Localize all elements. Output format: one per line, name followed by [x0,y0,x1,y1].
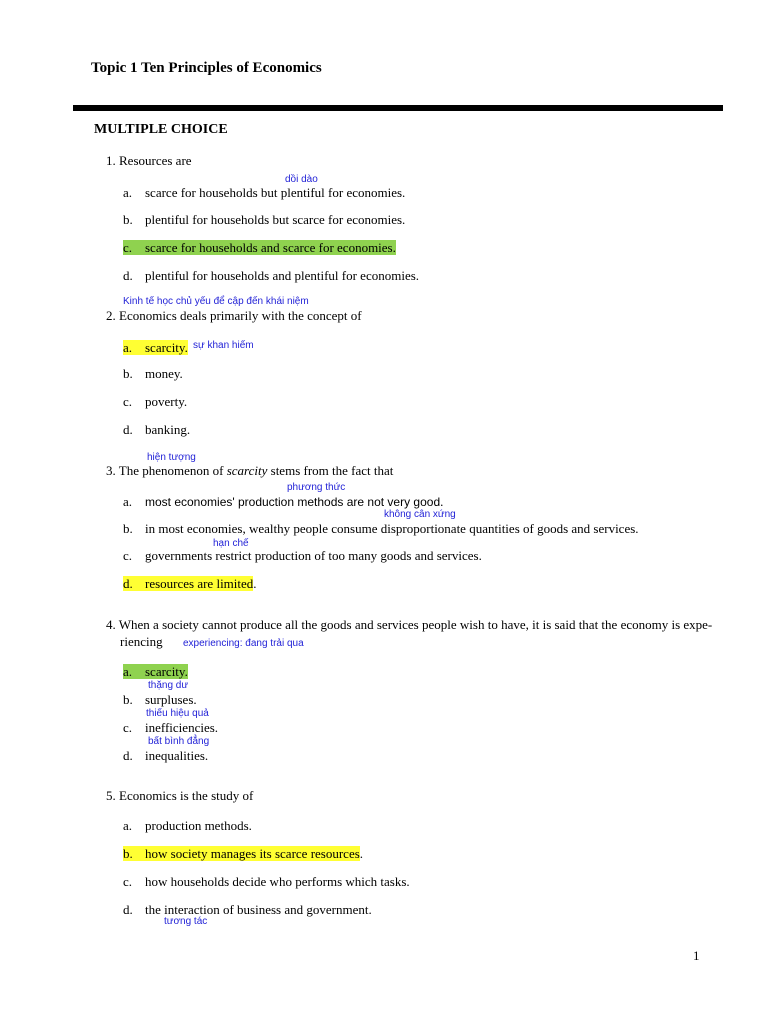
question-1-option-c: c. scarce for households and scarce for economies. [123,240,396,255]
question-3-option-d: d. resources are limited. [123,576,257,591]
question-1-option-a: a. scarce for households but plentiful for economies. [123,185,406,200]
question-2-option-d: d. banking. [123,422,191,437]
question-3-option-a-note: phương thức [287,482,346,493]
question-3-option-a: a. most economies' production methods are not very good. [123,494,444,509]
question-5-option-a: a. production methods. [123,818,252,833]
question-5-option-c: c. how households decide who performs which tasks. [123,874,410,889]
question-4-option-b-note: thặng dư [148,680,189,691]
question-4-note: experiencing: đang trải qua [183,638,304,649]
question-3-option-c-note: hạn chế [213,538,249,549]
page-title: Topic 1 Ten Principles of Economics [91,60,322,76]
page-number: 1 [693,948,700,963]
question-5-option-b: b. how society manages its scarce resources. [123,846,364,861]
question-4-stem-line-2: riencing [120,634,163,649]
question-4-option-d: d. inequalities. [123,748,209,763]
question-5-option-d: d. the interaction of business and government. [123,902,372,917]
question-3-option-b-note: không cân xứng [384,509,456,520]
question-3-stem: 3. The phenomenon of scarcity stems from the fact that [106,463,394,478]
question-4-option-d-note: bất bình đẳng [148,736,210,747]
question-2-option-a: a. scarcity. [123,340,188,355]
question-2-note: Kinh tế học chủ yếu để cập đến khái niệm [123,296,309,307]
question-1-option-b: b. plentiful for households but scarce for economies. [123,212,406,227]
question-2-option-b: b. money. [123,366,183,381]
question-2-option-c: c. poverty. [123,394,188,409]
question-4-option-a: a. scarcity. [123,664,188,679]
question-2-option-a-note: sự khan hiếm [193,340,254,351]
question-4-option-c-note: thiếu hiệu quả [146,708,209,719]
question-3-option-c: c. governments restrict production of too many goods and services. [123,548,482,563]
header-rule [73,105,723,111]
question-3-note: hiện tượng [147,452,196,463]
question-4-stem-line-1: 4. When a society cannot produce all the goods and services people wish to have, it is said that the economy is expe- [106,617,713,632]
question-2-stem: 2. Economics deals primarily with the concept of [106,308,362,323]
question-4-option-b: b. surpluses. [123,692,197,707]
section-heading: MULTIPLE CHOICE [94,122,228,137]
question-5-option-d-note: tương tác [164,916,208,927]
question-5-stem: 5. Economics is the study of [106,788,254,803]
question-4-option-c: c. inefficiencies. [123,720,219,735]
question-1-stem: 1. Resources are [106,153,192,168]
question-1-option-d: d. plentiful for households and plentiful for economies. [123,268,420,283]
question-1-note: dồi dào [285,174,318,185]
question-3-option-b: b. in most economies, wealthy people consume disproportionate quantities of goods and services. [123,521,639,536]
